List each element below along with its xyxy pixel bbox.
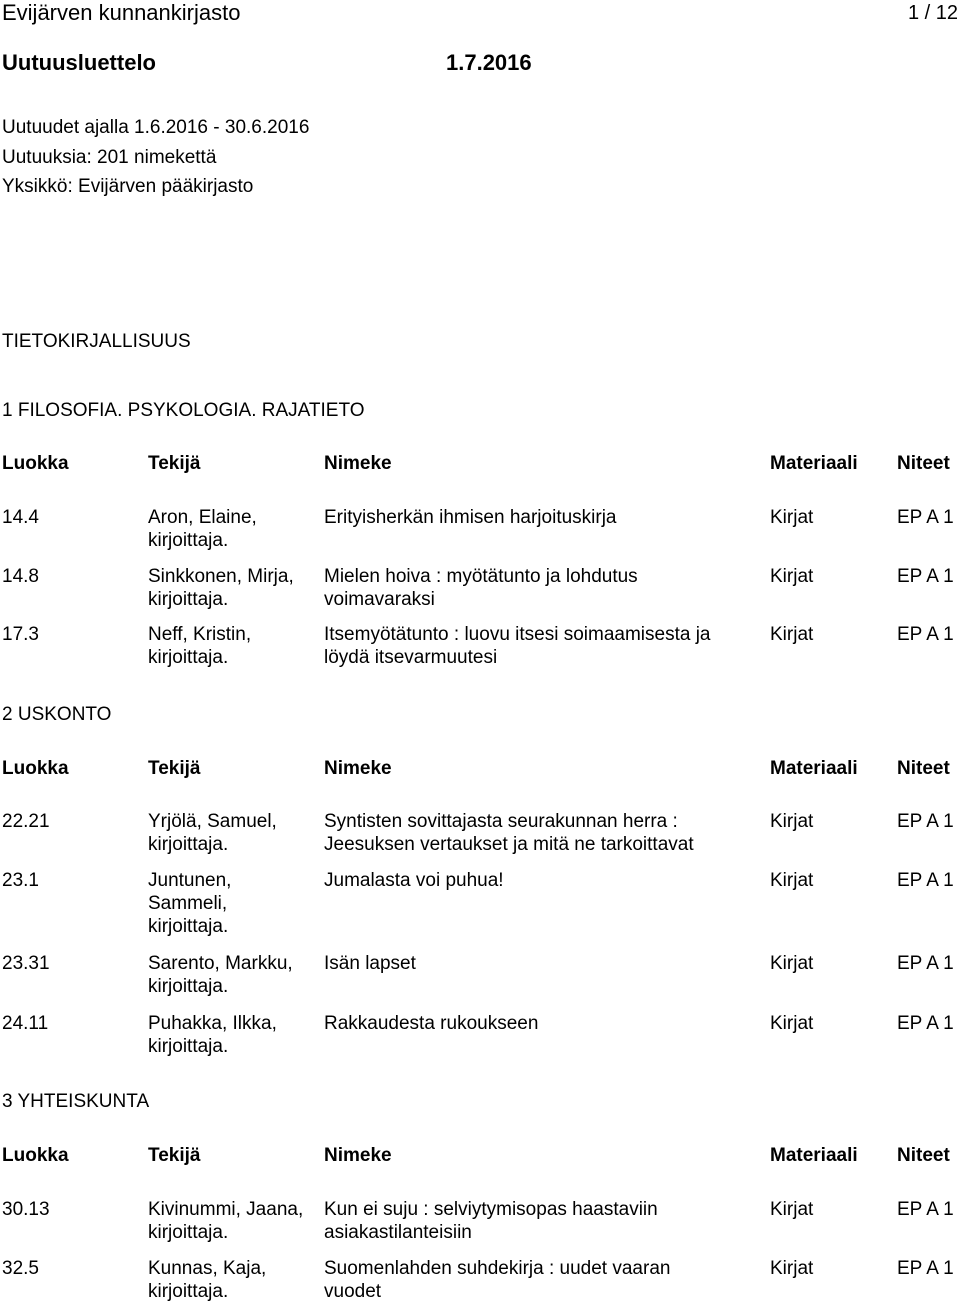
cell-nimeke — [324, 1257, 764, 1303]
cell-luokka: 32.5 — [2, 1258, 39, 1279]
cell-tekija — [148, 1012, 320, 1058]
tekija-line: Juntunen, — [148, 870, 232, 891]
section-heading: 3 YHTEISKUNTA — [2, 1091, 150, 1112]
cell-tekija — [148, 810, 320, 856]
cell-niteet: EP A 1 — [897, 953, 954, 974]
cell-niteet: EP A 1 — [897, 870, 954, 891]
header-tekija: Tekijä — [148, 1145, 201, 1166]
section-heading: 2 USKONTO — [2, 704, 112, 725]
nimeke-line: vuodet — [324, 1281, 382, 1302]
tekija-line: Neff, Kristin, — [148, 624, 252, 645]
tekija-line: Kunnas, Kaja, — [148, 1258, 267, 1279]
header-nimeke: Nimeke — [324, 453, 392, 474]
nimeke-line: löydä itsevarmuutesi — [324, 647, 498, 668]
tekija-line: kirjoittaja. — [148, 834, 229, 855]
tekija-line: Aron, Elaine, — [148, 507, 257, 528]
nimeke-line: asiakastilanteisiin — [324, 1222, 472, 1243]
nimeke-line: Isän lapset — [324, 953, 416, 974]
header-tekija: Tekijä — [148, 758, 201, 779]
cell-niteet: EP A 1 — [897, 1013, 954, 1034]
nimeke-line: Kun ei suju : selviytymisopas haastaviin — [324, 1199, 658, 1220]
cell-tekija — [148, 623, 320, 669]
tekija-line: Sinkkonen, Mirja, — [148, 566, 294, 587]
tekija-line: Sammeli, — [148, 893, 228, 914]
nimeke-line: Syntisten sovittajasta seurakunnan herra : — [324, 811, 678, 832]
cell-materiaali: Kirjat — [770, 566, 814, 587]
tekija-line: kirjoittaja. — [148, 647, 229, 668]
report-date: 1.7.2016 — [446, 50, 532, 75]
cell-nimeke — [324, 810, 764, 856]
nimeke-line: Erityisherkän ihmisen harjoituskirja — [324, 507, 617, 528]
header-materiaali: Materiaali — [770, 1145, 858, 1166]
unit-info: Yksikkö: Evijärven pääkirjasto — [2, 176, 254, 197]
cell-materiaali: Kirjat — [770, 624, 814, 645]
tekija-line: Yrjölä, Samuel, — [148, 811, 277, 832]
tekija-line: kirjoittaja. — [148, 916, 229, 937]
cell-materiaali: Kirjat — [770, 1199, 814, 1220]
cell-tekija — [148, 952, 320, 998]
nimeke-line: Mielen hoiva : myötätunto ja lohdutus — [324, 566, 638, 587]
header-niteet: Niteet — [897, 758, 950, 779]
cell-tekija — [148, 1257, 320, 1303]
tekija-line: Puhakka, Ilkka, — [148, 1013, 277, 1034]
header-luokka: Luokka — [2, 1145, 69, 1166]
library-name: Evijärven kunnankirjasto — [2, 0, 241, 25]
cell-nimeke — [324, 623, 764, 669]
header-nimeke: Nimeke — [324, 1145, 392, 1166]
cell-niteet: EP A 1 — [897, 1199, 954, 1220]
cell-niteet: EP A 1 — [897, 811, 954, 832]
cell-tekija — [148, 506, 320, 552]
tekija-line: kirjoittaja. — [148, 530, 229, 551]
tekija-line: Sarento, Markku, — [148, 953, 293, 974]
count-info: Uutuuksia: 201 nimekettä — [2, 147, 217, 168]
cell-materiaali: Kirjat — [770, 953, 814, 974]
cell-luokka: 30.13 — [2, 1199, 50, 1220]
cell-nimeke — [324, 869, 764, 892]
cell-niteet: EP A 1 — [897, 507, 954, 528]
cell-nimeke — [324, 952, 764, 975]
cell-luokka: 23.1 — [2, 870, 39, 891]
section-heading: 1 FILOSOFIA. PSYKOLOGIA. RAJATIETO — [2, 400, 365, 421]
header-nimeke: Nimeke — [324, 758, 392, 779]
header-luokka: Luokka — [2, 758, 69, 779]
cell-niteet: EP A 1 — [897, 1258, 954, 1279]
cell-niteet: EP A 1 — [897, 624, 954, 645]
page-number: 1 / 12 — [908, 2, 959, 24]
cell-niteet: EP A 1 — [897, 566, 954, 587]
header-niteet: Niteet — [897, 453, 950, 474]
header-tekija: Tekijä — [148, 453, 201, 474]
cell-tekija — [148, 1198, 320, 1244]
tekija-line: kirjoittaja. — [148, 1281, 229, 1302]
nimeke-line: Jumalasta voi puhua! — [324, 870, 504, 891]
tekija-line: kirjoittaja. — [148, 976, 229, 997]
period-info: Uutuudet ajalla 1.6.2016 - 30.6.2016 — [2, 117, 310, 138]
header-luokka: Luokka — [2, 453, 69, 474]
cell-luokka: 22.21 — [2, 811, 50, 832]
header-niteet: Niteet — [897, 1145, 950, 1166]
cell-materiaali: Kirjat — [770, 870, 814, 891]
category-heading: TIETOKIRJALLISUUS — [2, 331, 191, 352]
nimeke-line: Suomenlahden suhdekirja : uudet vaaran — [324, 1258, 671, 1279]
cell-materiaali: Kirjat — [770, 507, 814, 528]
header-materiaali: Materiaali — [770, 453, 858, 474]
cell-luokka: 17.3 — [2, 624, 39, 645]
cell-nimeke — [324, 565, 764, 611]
nimeke-line: Itsemyötätunto : luovu itsesi soimaamisesta ja — [324, 624, 711, 645]
cell-nimeke — [324, 1198, 764, 1244]
cell-luokka: 14.8 — [2, 566, 39, 587]
cell-materiaali: Kirjat — [770, 1258, 814, 1279]
nimeke-line: voimavaraksi — [324, 589, 435, 610]
header-materiaali: Materiaali — [770, 758, 858, 779]
cell-luokka: 23.31 — [2, 953, 50, 974]
cell-tekija — [148, 869, 320, 938]
tekija-line: kirjoittaja. — [148, 1036, 229, 1057]
cell-nimeke — [324, 1012, 764, 1035]
nimeke-line: Jeesuksen vertaukset ja mitä ne tarkoittavat — [324, 834, 694, 855]
tekija-line: kirjoittaja. — [148, 1222, 229, 1243]
cell-luokka: 24.11 — [2, 1013, 49, 1034]
nimeke-line: Rakkaudesta rukoukseen — [324, 1013, 539, 1034]
cell-luokka: 14.4 — [2, 507, 39, 528]
cell-materiaali: Kirjat — [770, 811, 814, 832]
cell-nimeke — [324, 506, 764, 529]
cell-materiaali: Kirjat — [770, 1013, 814, 1034]
report-title: Uutuusluettelo — [2, 50, 156, 75]
tekija-line: Kivinummi, Jaana, — [148, 1199, 304, 1220]
tekija-line: kirjoittaja. — [148, 589, 229, 610]
cell-tekija — [148, 565, 320, 611]
